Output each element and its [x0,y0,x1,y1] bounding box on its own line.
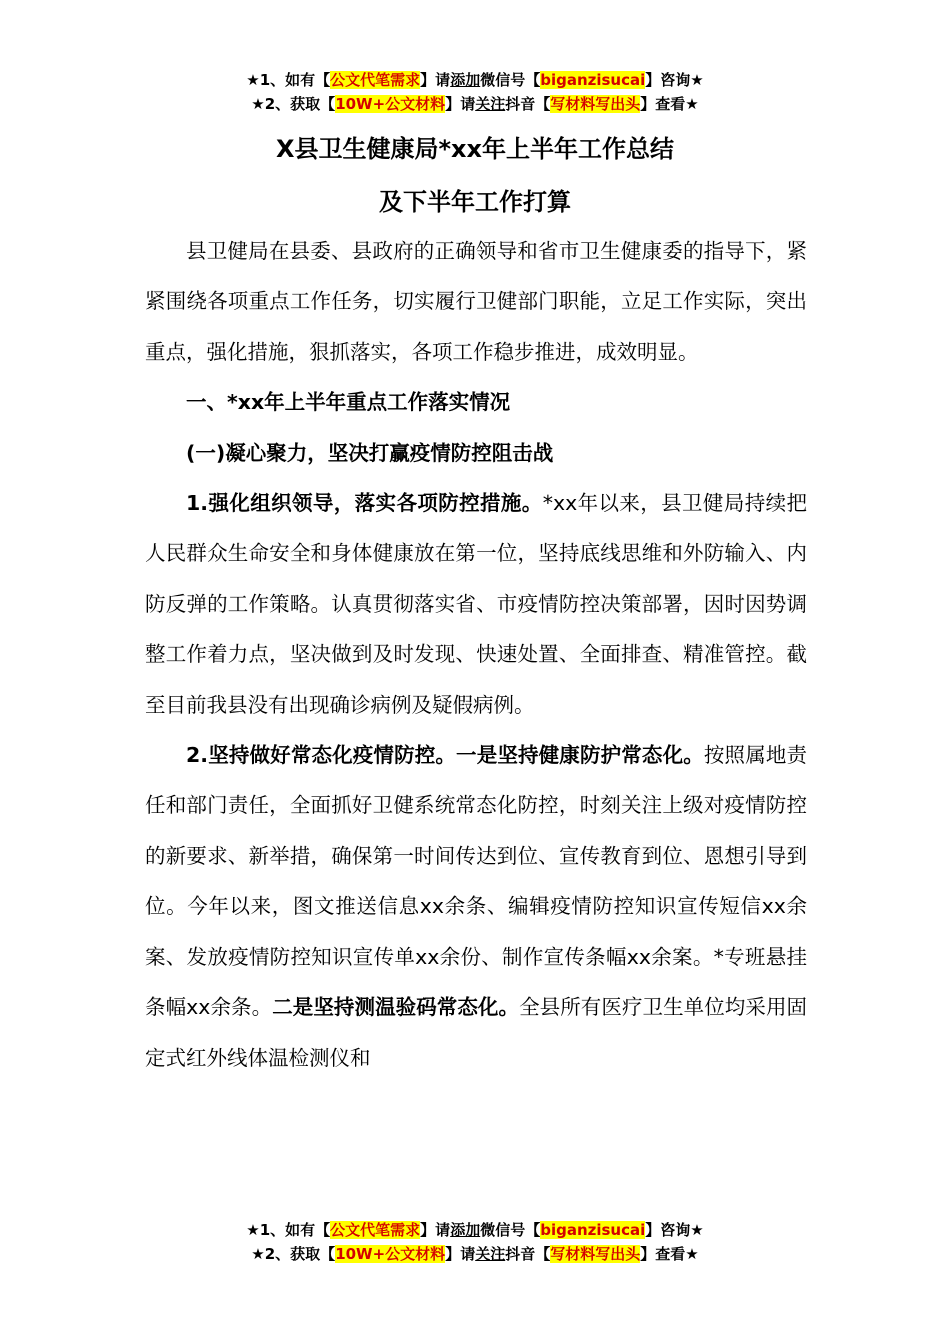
promo-line-1 [0,68,950,92]
promo-wechat-id: biganzisucai [540,71,646,89]
promo-highlight: 10W+公文材料 [335,95,446,113]
promo-text: 】请 [420,71,451,89]
paragraph-lead: 1.强化组织领导，落实各项防控措施。 [186,491,543,516]
promo-banner-top [0,68,950,116]
promo-highlight: 公文代笔需求 [330,1221,421,1239]
promo-douyin-id: 写材料写出头 [550,95,641,113]
promo-text: ★2、获取【 [251,95,336,113]
promo-text: 】咨询★ [645,1221,704,1239]
promo-line-2 [0,1242,950,1266]
promo-text: 抖音【 [505,1245,551,1263]
promo-highlight: 公文代笔需求 [330,71,421,89]
paragraph-text: 按照属地责任和部门责任，全面抓好卫健系统常态化防控，时刻关注上级对疫情防控的新要求、新举措，确保第一时间传达到位、宣传教育到位、恩想引导到位。今年以来，图文推送信息xx余条、编辑疫情防控知识宣传短信xx余案、发放疫情防控知识宣传单xx余份、制作宣传条幅xx余案。*专班悬挂条幅xx余条。 [145,743,808,1020]
document-title-line-2: 及下半年工作打算 [379,188,571,216]
promo-underline: 添加 [450,1221,481,1239]
promo-underline: 添加 [450,71,481,89]
promo-banner-bottom [0,1218,950,1266]
promo-text: 微信号【 [480,1221,541,1239]
promo-text: 】查看★ [640,95,699,113]
promo-text: 】请 [420,1221,451,1239]
document-body [145,226,807,1083]
promo-text: 】查看★ [640,1245,699,1263]
paragraph-lead: 二是坚持测温验码常态化。 [272,995,520,1020]
paragraph-lead: 2.坚持做好常态化疫情防控。一是坚持健康防护常态化。 [186,743,704,768]
promo-douyin-id: 写材料写出头 [550,1245,641,1263]
paragraph-text: 全县所有医疗卫生单位均采用固定式红外线体温检测仪和 [145,995,808,1070]
promo-underline: 关注 [475,1245,506,1263]
promo-text: 微信号【 [480,71,541,89]
promo-text: 抖音【 [505,95,551,113]
promo-text: 】请 [445,1245,476,1263]
promo-highlight: 10W+公文材料 [335,1245,446,1263]
section-heading-1: 一、*xx年上半年重点工作落实情况 [186,390,511,415]
paragraph-organization [145,478,807,730]
promo-line-2 [0,92,950,116]
promo-text: 】咨询★ [645,71,704,89]
paragraph-text: *xx年以来，县卫健局持续把人民群众生命安全和身体健康放在第一位，坚持底线思维和外防输入、内防反弹的工作策略。认真贯彻落实省、市疫情防控决策部署，因时因势调整工作着力点，坚决做到及时发现、快速处置、全面排查、精准管控。截至目前我县没有出现确诊病例及疑假病例。 [145,491,807,717]
promo-text: 】请 [445,95,476,113]
subsection-heading-1: (一)凝心聚力，坚决打赢疫情防控阻击战 [186,440,554,465]
promo-wechat-id: biganzisucai [540,1221,646,1239]
promo-underline: 关注 [475,95,506,113]
intro-paragraph: 县卫健局在县委、县政府的正确领导和省市卫生健康委的指导下，紧紧围绕各项重点工作任务，切实履行卫健部门职能，立足工作实际，突出重点，强化措施，狠抓落实，各项工作稳步推进，成效明显。 [145,239,807,364]
document-title-line-1: X县卫生健康局*xx年上半年工作总结 [275,135,674,163]
promo-text: ★1、如有【 [246,1221,331,1239]
promo-line-1 [0,1218,950,1242]
promo-text: ★2、获取【 [251,1245,336,1263]
promo-text: ★1、如有【 [246,71,331,89]
paragraph-normalized-control [145,730,807,1083]
